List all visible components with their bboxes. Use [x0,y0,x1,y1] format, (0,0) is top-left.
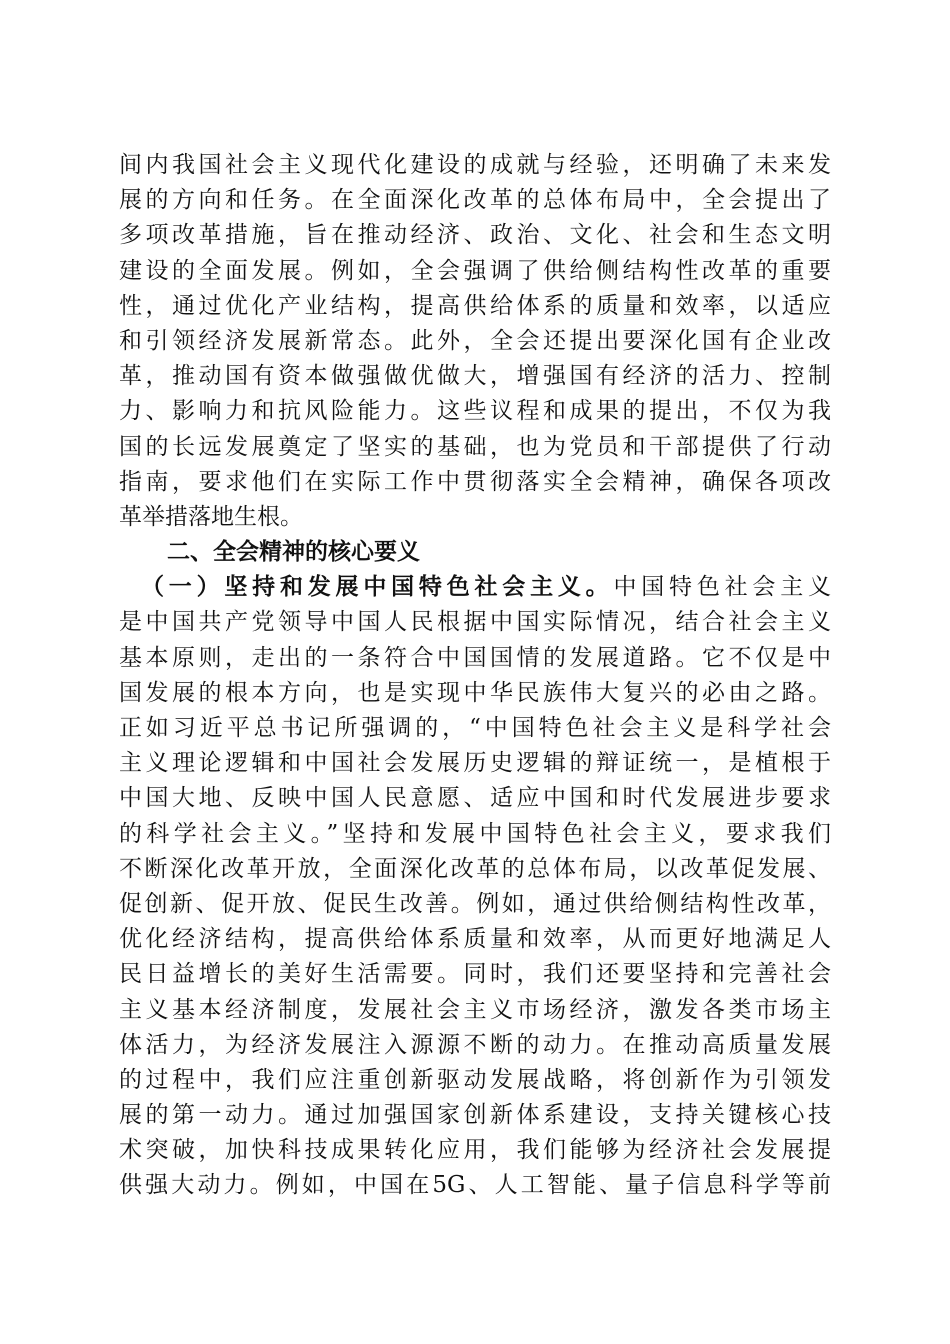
paragraph-2-line: 促创新、促开放、促民生改善。例如，通过供给侧结构性改革， [119,890,831,917]
paragraph-1-line: 展的方向和任务。在全面深化改革的总体布局中，全会提出了 [119,187,831,214]
paragraph-2-line: 展的第一动力。通过加强国家创新体系建设，支持关键核心技 [119,1102,831,1129]
paragraph-2-line: 术突破，加快科技成果转化应用，我们能够为经济社会发展提 [119,1137,831,1164]
paragraph-1-line: 性，通过优化产业结构，提高供给体系的质量和效率，以适应 [119,292,831,319]
paragraph-2-line: 国发展的根本方向，也是实现中华民族伟大复兴的必由之路。 [119,679,831,706]
paragraph-2-line: 民日益增长的美好生活需要。同时，我们还要坚持和完善社会 [119,961,831,988]
paragraph-2-line: 的科学社会主义。”坚持和发展中国特色社会主义，要求我们 [119,820,831,847]
paragraph-1-line: 多项改革措施，旨在推动经济、政治、文化、社会和生态文明 [119,222,831,249]
paragraph-2-line: 不断深化改革开放，全面深化改革的总体布局，以改革促发展、 [119,855,831,882]
paragraph-1-line: 建设的全面发展。例如，全会强调了供给侧结构性改革的重要 [119,257,831,284]
paragraph-1-line: 间内我国社会主义现代化建设的成就与经验，还明确了未来发 [119,152,831,178]
paragraph-2-line: 中国大地、反映中国人民意愿、适应中国和时代发展进步要求 [119,785,831,812]
paragraph-1-line: 指南，要求他们在实际工作中贯彻落实全会精神，确保各项改 [119,468,831,495]
paragraph-1-line: 革举措落地生根。 [119,503,303,530]
paragraph-2-line: 的过程中，我们应注重创新驱动发展战略，将创新作为引领发 [119,1066,831,1093]
subsection-lead-line [119,570,831,605]
paragraph-1-line: 和引领经济发展新常态。此外，全会还提出要深化国有企业改 [119,327,831,354]
paragraph-2-line: 正如习近平总书记所强调的，“中国特色社会主义是科学社会 [119,715,831,741]
document-body [119,148,831,1204]
paragraph-1-line: 革，推动国有资本做强做优做大，增强国有经济的活力、控制 [119,363,831,390]
paragraph-2-line: 体活力，为经济发展注入源源不断的动力。在推动高质量发展 [119,1031,831,1058]
paragraph-1-line: 力、影响力和抗风险能力。这些议程和成果的提出，不仅为我 [119,398,831,425]
subsection-heading: （一）坚持和发展中国特色社会主义。 [141,574,614,601]
paragraph-2-line: 主义理论逻辑和中国社会发展历史逻辑的辩证统一，是植根于 [119,750,831,777]
paragraph-2-line: 是中国共产党领导中国人民根据中国实际情况，结合社会主义 [119,609,831,636]
paragraph-2-line: 主义基本经济制度，发展社会主义市场经济，激发各类市场主 [119,996,831,1023]
section-heading: 二、全会精神的核心要义 [167,539,420,566]
paragraph-2-line: 优化经济结构，提高供给体系质量和效率，从而更好地满足人 [119,926,831,953]
paragraph-2-line: 供强大动力。例如，中国在5G、人工智能、量子信息科学等前 [119,1172,831,1199]
paragraph-2-line: 基本原则，走出的一条符合中国国情的发展道路。它不仅是中 [119,644,831,671]
subsection-lead-text: 中国特色社会主义 [613,574,832,601]
paragraph-1-line: 国的长远发展奠定了坚实的基础，也为党员和干部提供了行动 [119,433,831,460]
